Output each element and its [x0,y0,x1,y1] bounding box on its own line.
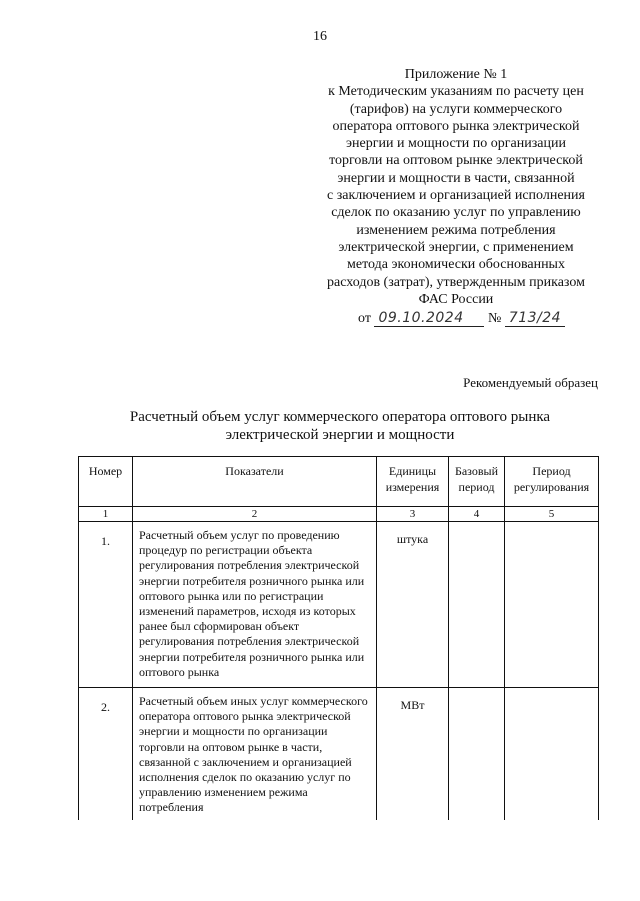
sample-label: Рекомендуемый образец [463,375,598,390]
row-base-value [449,688,505,820]
document-title [110,408,570,444]
annex-line: расходов (затрат), утвержденным приказом [327,274,585,290]
order-prefix: от [358,311,371,326]
order-date: 09.10.2024 [374,310,484,327]
table-row [79,522,599,688]
row-indicator: Расчетный объем услуг по проведению процедур по регистрации объекта регулирования потребления электрической энергии потребителя розничного рынка или оптового рынка или по регистрации изменений параметров, исходя из которых ранее был сформирован объект регулирования потребления электрической энергии потребителя розничного рынка или оптового рынка [133,522,377,688]
row-regulation-value [505,522,599,688]
row-unit: штука [377,522,449,688]
title-line: электрической энергии и мощности [225,427,455,443]
order-reference [358,310,598,327]
annex-line: сделок по оказанию услуг по управлению [331,205,581,221]
annex-line: с заключением и организацией исполнения [327,188,585,204]
annex-line: ФАС России [418,291,494,307]
annex-header [300,66,612,308]
annex-line: метода экономически обоснованных [347,257,565,273]
header-number: Номер [79,457,133,507]
row-regulation-value [505,688,599,820]
annex-line: энергии и мощности в части, связанной [337,170,575,186]
title-line: Расчетный объем услуг коммерческого оператора оптового рынка [129,409,551,425]
column-index-row [79,507,599,522]
row-number: 1. [79,522,133,688]
annex-line: изменением режима потребления [356,222,556,238]
column-index: 2 [133,507,377,522]
column-index: 5 [505,507,599,522]
header-base-period: Базовый период [449,457,505,507]
annex-line: энергии и мощности по организации [346,136,566,152]
annex-line: электрической энергии, с применением [338,239,574,255]
row-base-value [449,522,505,688]
row-unit: МВт [377,688,449,820]
table-row [79,688,599,820]
order-number-prefix: № [487,311,502,326]
header-units: Единицы измерения [377,457,449,507]
annex-line: к Методическим указаниям по расчету цен [328,84,584,100]
page-number: 16 [313,29,327,44]
column-index: 3 [377,507,449,522]
header-indicators: Показатели [133,457,377,507]
order-number: 713/24 [505,310,565,327]
annex-line: (тарифов) на услуги коммерческого [349,101,563,117]
annex-line: оператора оптового рынка электрической [332,118,580,134]
row-number: 2. [79,688,133,820]
table-header-row [79,457,599,507]
header-regulation-period: Период регулирования [505,457,599,507]
annex-line: Приложение № 1 [404,67,508,82]
annex-line: торговли на оптовом рынке электрической [329,153,583,169]
row-indicator: Расчетный объем иных услуг коммерческого оператора оптового рынка электрической энергии и мощности по организации торговли на оптовом рынке в части, связанной с заключением и организацией исполнения сделок по оказанию услуг по управлению изменением режима потребления [133,688,377,820]
column-index: 4 [449,507,505,522]
volume-table [78,456,599,820]
column-index: 1 [79,507,133,522]
